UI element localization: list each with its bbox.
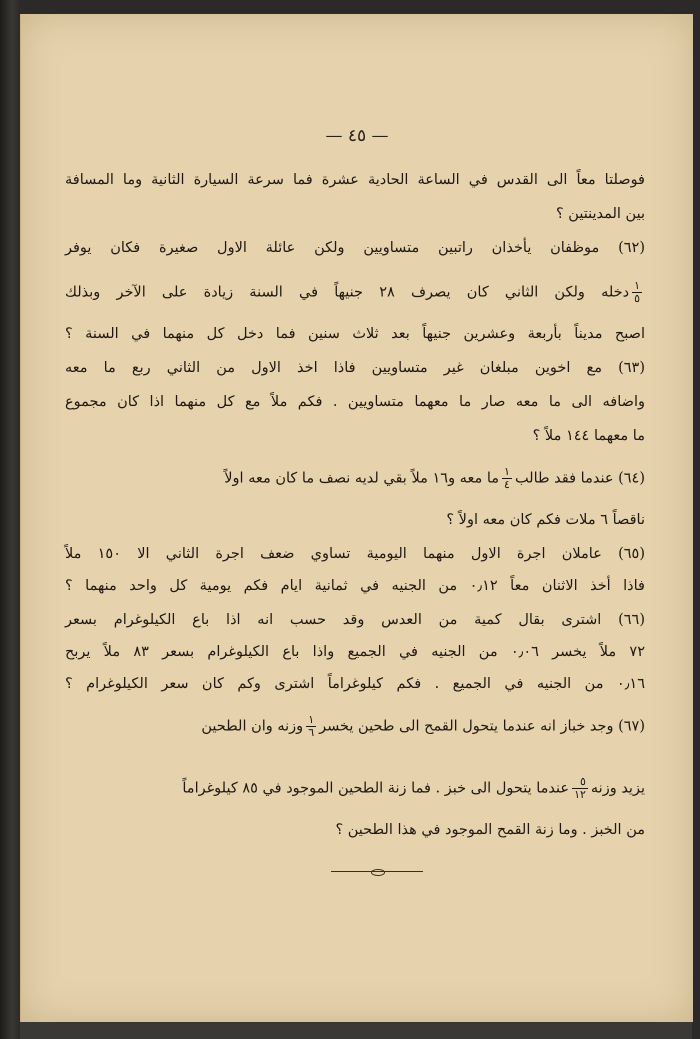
text-line-with-fraction: يزيد وزنه $\frac{٥}{١٢}$ عندما يتحول الى خبز . فما زنة الطحين الموجود في ٨٥ كيلوغراماً	[182, 775, 645, 801]
fraction-one-fifth: $\frac{١}{٥}$	[634, 279, 640, 305]
text-line: بين المدينتين ؟	[555, 206, 645, 222]
text-line: فاذا أخذ الاثنان معاً ٠٫١٢ من الجنيه في ثمانية ايام فكم يومية كل واحد منهما ؟	[65, 578, 645, 594]
text-line: ناقصاً ٦ ملات فكم كان معه اولاً ؟	[446, 512, 645, 528]
ornament-divider	[331, 871, 423, 872]
page-bottom-edge	[20, 1022, 692, 1039]
text-line-with-fraction: $\frac{١}{٥}$ دخله ولكن الثاني كان يصرف ٢٨ جنيهاً في السنة زيادة على الآخر وبذلك	[65, 279, 640, 305]
fraction-one-sixth: $\frac{١}{٦}$	[308, 713, 315, 739]
text-line: من الخبز . وما زنة القمح الموجود في هذا الطحين ؟	[335, 822, 645, 838]
text-line: ٠٫١٦ من الجنيه في الجميع . فكم كيلوغراماً اشترى وكم كان سعر الكيلوغرام ؟	[65, 676, 645, 692]
text-line: اصبح مديناً بأربعة وعشرين جنيهاً بعد ثلاث سنين فما دخل كل منهما في السنة ؟	[65, 326, 645, 342]
page-number: — ٤٥ —	[325, 126, 389, 146]
text-line: (٦٣) مع اخوين مبلغان غير متساويين فاذا اخذ الاول من الثاني ربع ما معه	[65, 360, 645, 376]
fraction-one-quarter: $\frac{١}{٤}$	[504, 465, 510, 491]
text-line: (٦٥) عاملان اجرة الاول منهما اليومية تساوي ضعف اجرة الثاني الا ١٥٠ ملاً	[65, 546, 645, 562]
book-page	[20, 14, 693, 1022]
text-line: (٦٦) اشترى بقال كمية من العدس وقد حسب انه اذا باع الكيلوغرام بسعر	[65, 612, 645, 628]
text-line-with-fraction: (٦٤) عندما فقد طالب $\frac{١}{٤}$ ما معه و١٦ ملاً بقي لديه نصف ما كان معه اولاً	[224, 465, 645, 491]
text-line: ما معهما ١٤٤ ملاً ؟	[532, 428, 645, 444]
fraction-five-twelfths: $\frac{٥}{١٢}$	[574, 775, 586, 801]
text-line: فوصلتا معاً الى القدس في الساعة الحادية عشرة فما سرعة السيارة الثانية وما المسافة	[65, 172, 645, 188]
text-line: (٦٢) موظفان يأخذان راتبين متساويين ولكن عائلة الاول صغيرة فكان يوفر	[65, 240, 645, 256]
text-line-with-fraction: (٦٧) وجد خباز انه عندما يتحول القمح الى طحين يخسر $\frac{١}{٦}$ وزنه وان الطحين	[201, 713, 645, 739]
text-line: واضافه الى ما معه صار ما معهما متساويين . فكم ملاً مع كل منهما اذا كان مجموع	[65, 394, 645, 410]
book-binding	[0, 0, 20, 1039]
text-line: ٧٢ ملاً يخسر ٠٫٠٦ من الجنيه في الجميع واذا باع الكيلوغرام بسعر ٨٣ ملاً يربح	[65, 644, 645, 660]
